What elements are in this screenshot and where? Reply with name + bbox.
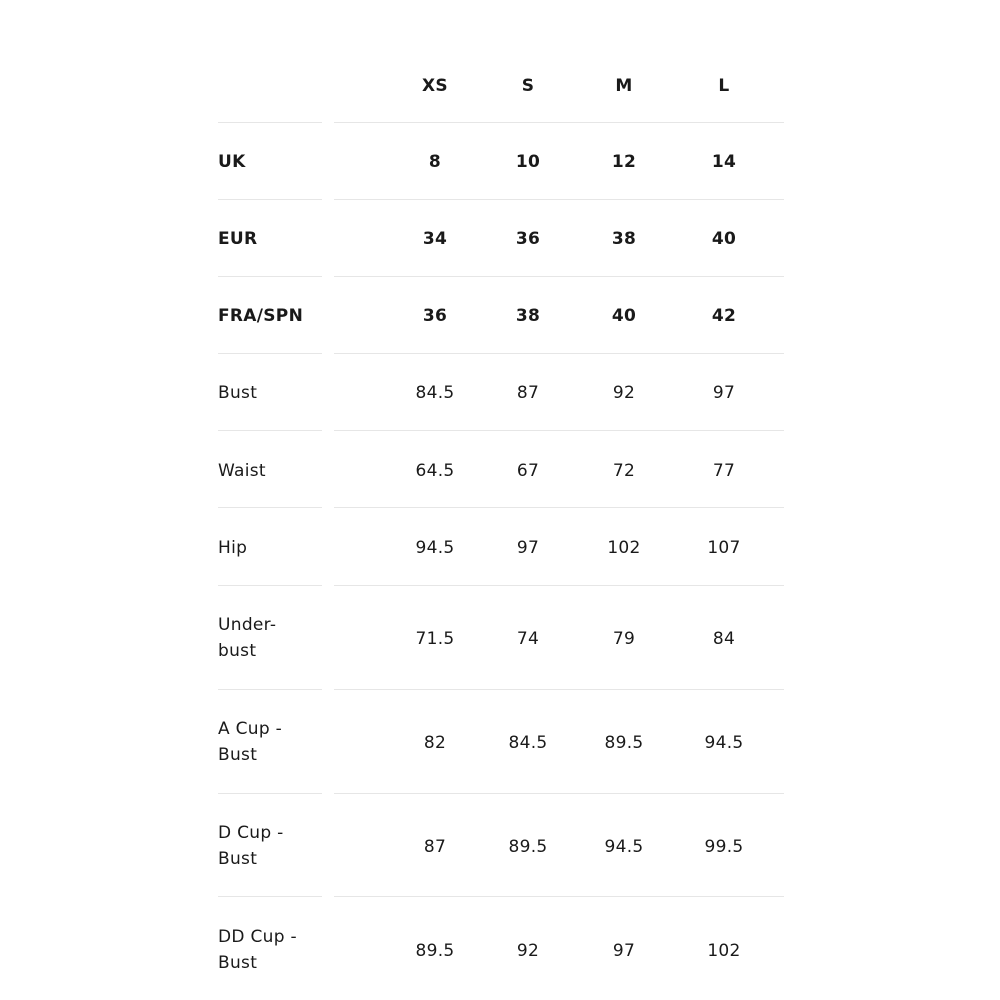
- row-divider: [218, 507, 322, 508]
- table-cell: 92: [516, 941, 540, 961]
- table-cell: 84.5: [508, 733, 548, 753]
- row-divider: [218, 276, 322, 277]
- table-cell: 102: [707, 941, 741, 961]
- column-header-m: M: [615, 76, 633, 96]
- table-cell: 107: [707, 538, 741, 558]
- table-cell: 94.5: [704, 733, 744, 753]
- table-cell: 92: [612, 383, 636, 403]
- row-divider: [218, 585, 322, 586]
- table-cell: 94.5: [415, 538, 455, 558]
- table-cell: 94.5: [604, 837, 644, 857]
- row-label-waist: Waist: [218, 461, 266, 481]
- table-cell: 8: [428, 152, 442, 172]
- table-cell: 99.5: [704, 837, 744, 857]
- table-cell: 87: [516, 383, 540, 403]
- row-label-dd-cup-bust: DD Cup - Bust: [218, 927, 297, 973]
- row-label-hip: Hip: [218, 538, 248, 558]
- column-header-xs: XS: [422, 76, 448, 96]
- table-cell: 14: [711, 152, 737, 172]
- row-divider: [218, 430, 322, 431]
- row-label-bust: Bust: [218, 383, 258, 403]
- row-divider: [334, 353, 784, 354]
- table-cell: 34: [422, 229, 448, 249]
- row-divider: [334, 430, 784, 431]
- row-divider: [334, 199, 784, 200]
- row-divider: [334, 507, 784, 508]
- table-cell: 74: [516, 629, 540, 649]
- table-cell: 67: [516, 461, 540, 481]
- table-cell: 79: [612, 629, 636, 649]
- table-cell: 12: [611, 152, 637, 172]
- table-cell: 97: [612, 941, 636, 961]
- row-divider: [334, 896, 784, 897]
- table-cell: 40: [711, 229, 737, 249]
- row-divider: [334, 276, 784, 277]
- row-divider: [334, 793, 784, 794]
- row-label-eur: EUR: [218, 229, 258, 249]
- row-divider: [218, 689, 322, 690]
- table-cell: 89.5: [508, 837, 548, 857]
- table-cell: 77: [712, 461, 736, 481]
- table-cell: 36: [422, 306, 448, 326]
- table-cell: 10: [515, 152, 541, 172]
- row-label-fra-spn: FRA/SPN: [218, 306, 304, 326]
- column-header-s: S: [521, 76, 535, 96]
- table-cell: 40: [611, 306, 637, 326]
- row-divider: [218, 122, 322, 123]
- table-cell: 89.5: [415, 941, 455, 961]
- row-label-under-bust: Under-bust: [218, 615, 277, 661]
- table-cell: 102: [607, 538, 641, 558]
- row-label-a-cup-bust: A Cup - Bust: [218, 719, 283, 765]
- row-divider: [334, 689, 784, 690]
- row-divider: [218, 793, 322, 794]
- column-header-l: L: [718, 76, 730, 96]
- row-label-d-cup-bust: D Cup - Bust: [218, 823, 284, 869]
- table-cell: 36: [515, 229, 541, 249]
- table-cell: 97: [516, 538, 540, 558]
- table-cell: 64.5: [415, 461, 455, 481]
- table-cell: 84: [712, 629, 736, 649]
- table-cell: 42: [711, 306, 737, 326]
- table-cell: 72: [612, 461, 636, 481]
- table-cell: 71.5: [415, 629, 455, 649]
- table-cell: 38: [611, 229, 637, 249]
- row-divider: [218, 896, 322, 897]
- row-divider: [334, 585, 784, 586]
- table-cell: 87: [423, 837, 447, 857]
- row-divider: [334, 122, 784, 123]
- row-divider: [218, 199, 322, 200]
- table-cell: 89.5: [604, 733, 644, 753]
- table-cell: 82: [423, 733, 447, 753]
- table-cell: 97: [712, 383, 736, 403]
- row-divider: [218, 353, 322, 354]
- table-cell: 38: [515, 306, 541, 326]
- row-label-uk: UK: [218, 152, 246, 172]
- table-cell: 84.5: [415, 383, 455, 403]
